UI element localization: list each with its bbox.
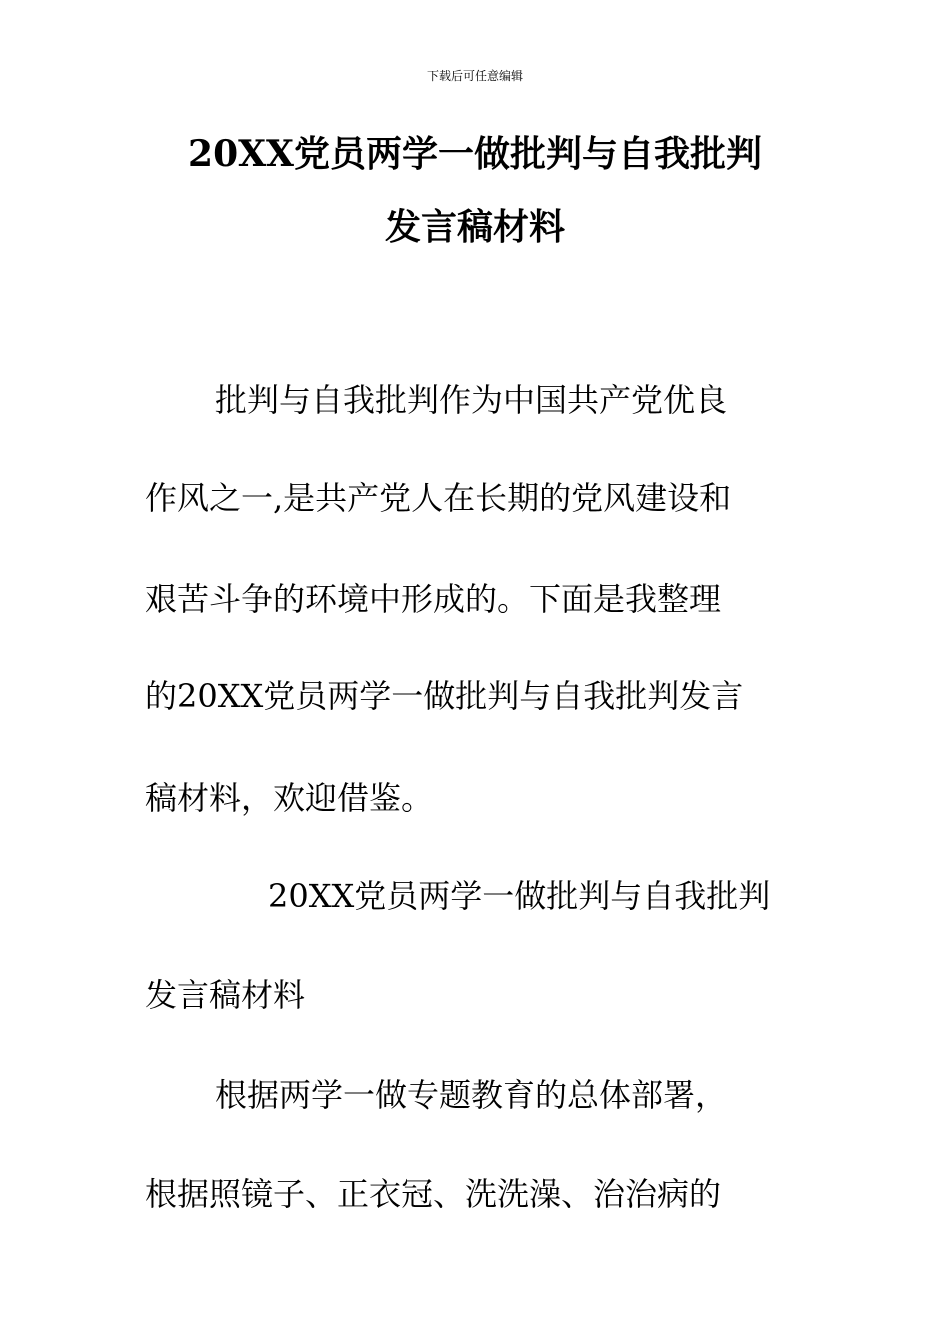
body-line: 的20XX党员两学一做批判与自我批判发言: [145, 677, 744, 715]
body-line: 根据两学一做专题教育的总体部署，: [215, 1076, 728, 1114]
body-line: 20XX党员两学一做批判与自我批判: [268, 877, 771, 915]
header-note: 下载后可任意编辑: [426, 69, 523, 83]
body-line: 稿材料，欢迎借鉴。: [145, 779, 434, 817]
document-title-line-2: 发言稿材料: [384, 206, 565, 248]
body-line: 艰苦斗争的环境中形成的。下面是我整理: [145, 580, 722, 618]
body-line: 发言稿材料: [145, 976, 306, 1014]
document-title-line-1: 20XX党员两学一做批判与自我批判: [188, 133, 762, 175]
body-line: 批判与自我批判作为中国共产党优良: [215, 381, 728, 419]
body-line: 根据照镜子、正衣冠、洗洗澡、治治病的: [145, 1175, 722, 1213]
body-line: 作风之一,是共产党人在长期的党风建设和: [145, 479, 732, 517]
